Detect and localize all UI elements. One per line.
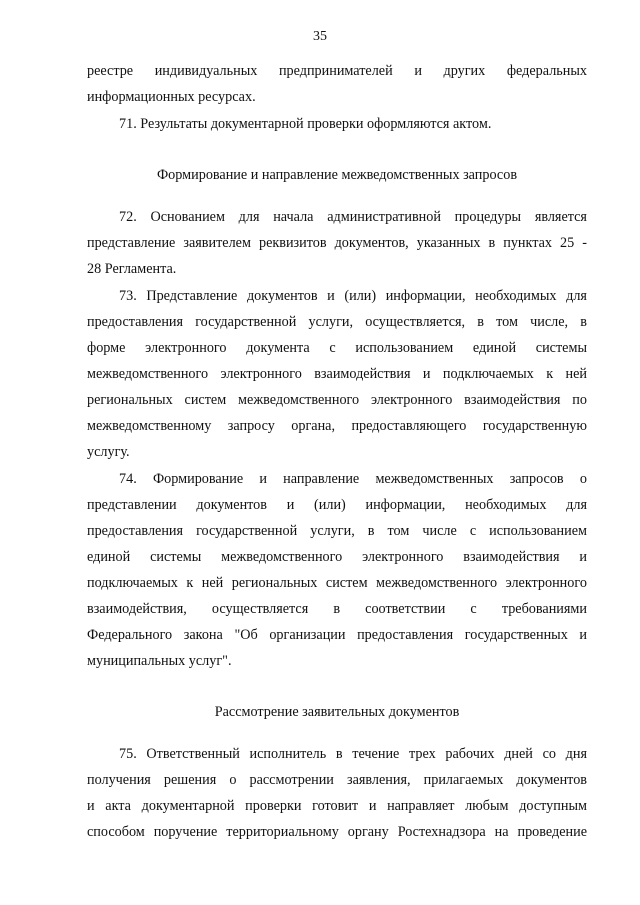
word: в (580, 314, 587, 330)
word: числе, (530, 314, 569, 330)
word: к (186, 575, 194, 591)
word: для (238, 209, 260, 225)
text-line (87, 283, 587, 309)
word: межведомственного (376, 575, 498, 591)
word: акта (105, 798, 131, 814)
text-line (87, 767, 587, 793)
text-line (87, 819, 587, 845)
word: доступным (519, 798, 587, 814)
word: межведомственного (221, 549, 343, 565)
text-line (87, 622, 587, 648)
word: решения (163, 772, 217, 788)
word: ней (201, 575, 224, 591)
word: является (534, 209, 587, 225)
word: единой (472, 340, 517, 356)
text-line (87, 387, 587, 413)
word: представлении (87, 497, 177, 513)
word: необходимых (465, 497, 547, 513)
text-line: Рассмотрение заявительных документов (214, 704, 460, 720)
word: Основанием (150, 209, 225, 225)
word: в (335, 746, 343, 762)
word: межведомственного (87, 366, 209, 382)
word: органу (347, 824, 389, 840)
word: любым (465, 798, 509, 814)
word: 25 (560, 235, 575, 251)
word: осуществляется, (365, 314, 466, 330)
text-line (87, 570, 587, 596)
word: о (229, 772, 237, 788)
word: межведомственного (238, 392, 360, 408)
text-line (87, 544, 587, 570)
text-line (87, 793, 587, 819)
word: направление (283, 471, 360, 487)
word: информации, (385, 288, 466, 304)
word: получения (87, 772, 151, 788)
word: Ростехнадзора (397, 824, 486, 840)
word: в (477, 314, 484, 330)
word: взаимодействия (464, 392, 561, 408)
word: готовит (312, 798, 359, 814)
word: дней (504, 746, 533, 762)
word: Федерального (87, 627, 173, 643)
word: взаимодействия (314, 366, 411, 382)
page-number: 35 (313, 29, 327, 44)
word: способом (87, 824, 145, 840)
word: документа (246, 340, 310, 356)
word: 72. (119, 209, 137, 225)
word: пунктах (503, 235, 552, 251)
word: к (546, 366, 554, 382)
word: процедуры (454, 209, 522, 225)
word: трех (409, 746, 436, 762)
word: электронного (370, 392, 453, 408)
word: государственной (195, 314, 297, 330)
word: том (496, 314, 518, 330)
word: электронного (505, 575, 587, 591)
word: Представление (146, 288, 238, 304)
word: прилагаемых (423, 772, 504, 788)
word: систем (184, 392, 227, 408)
text-line (87, 309, 587, 335)
word: электронного (220, 366, 302, 382)
word: - (582, 235, 587, 251)
word: осуществляется (211, 601, 309, 617)
word: предоставления (87, 523, 184, 539)
word: ней (565, 366, 587, 382)
word: организации (269, 627, 346, 643)
paragraph (87, 111, 587, 137)
word: федеральных (506, 63, 587, 79)
word: государственной (196, 523, 298, 539)
word: услуги, (308, 314, 354, 330)
word: электронного (145, 340, 227, 356)
text-line: 71. Результаты документарной проверки оформляются актом. (119, 116, 492, 132)
word: региональных (87, 392, 173, 408)
word: 74. (119, 471, 137, 487)
word: форме (87, 340, 126, 356)
word: запросов (509, 471, 564, 487)
text-line (87, 413, 587, 439)
word: в (333, 601, 341, 617)
word: рассмотрении (249, 772, 334, 788)
word: Ответственный (146, 746, 240, 762)
paragraph (87, 741, 587, 845)
word: требованиями (501, 601, 587, 617)
word: течение (352, 746, 400, 762)
word: проведение (517, 824, 587, 840)
text-line (87, 741, 587, 767)
word: представление (87, 235, 176, 251)
word: для (566, 497, 587, 513)
word: единой (87, 549, 131, 565)
word: и (414, 63, 422, 79)
text-line: услугу. (87, 444, 130, 460)
word: взаимодействия, (87, 601, 187, 617)
word: с (470, 601, 477, 617)
word: заявления, (346, 772, 411, 788)
word: и (87, 798, 95, 814)
word: документов, (334, 235, 409, 251)
word: электронного (362, 549, 444, 565)
word: запросу (227, 418, 275, 434)
word: систем (325, 575, 368, 591)
word: и (259, 471, 267, 487)
word: документов (196, 497, 267, 513)
word: информации, (365, 497, 446, 513)
word: заявителем (183, 235, 251, 251)
word: "Об (234, 627, 258, 643)
word: на (494, 824, 509, 840)
word: других (443, 63, 486, 79)
word: использованием (355, 340, 454, 356)
text-line (87, 335, 587, 361)
paragraph (87, 204, 587, 282)
word: предоставления (87, 314, 184, 330)
word: проверки (245, 798, 302, 814)
text-line (87, 518, 587, 544)
word: исполнитель (249, 746, 327, 762)
word: государственных (464, 627, 568, 643)
word: индивидуальных (154, 63, 258, 79)
word: и (579, 627, 587, 643)
word: системы (535, 340, 587, 356)
section-heading (87, 162, 587, 188)
paragraph (87, 58, 587, 110)
word: необходимых (475, 288, 557, 304)
text-line (87, 466, 587, 492)
word: с (469, 523, 477, 539)
word: предоставления (357, 627, 454, 643)
word: и (327, 288, 335, 304)
text-line (87, 230, 587, 256)
word: со (542, 746, 556, 762)
word: документов (246, 288, 318, 304)
word: предоставляющего (351, 418, 467, 434)
word: и (579, 549, 587, 565)
word: реестре (87, 63, 134, 79)
word: документарной (141, 798, 235, 814)
text-line (87, 492, 587, 518)
word: (или) (314, 497, 346, 513)
word: и (286, 497, 295, 513)
word: взаимодействия (463, 549, 560, 565)
word: (или) (344, 288, 377, 304)
paragraph (87, 466, 587, 674)
word: закона (183, 627, 223, 643)
word: поручение (153, 824, 218, 840)
word: с (329, 340, 336, 356)
word: подключаемых (442, 366, 534, 382)
word: Формирование (152, 471, 244, 487)
word: административной (327, 209, 441, 225)
word: в (367, 523, 375, 539)
paragraph (87, 283, 587, 465)
word: региональных (231, 575, 318, 591)
word: межведомственному (87, 418, 212, 434)
word: и (368, 798, 377, 814)
word: предпринимателей (278, 63, 393, 79)
word: межведомственных (375, 471, 494, 487)
word: указанных (416, 235, 481, 251)
text-line (87, 361, 587, 387)
text-line: муниципальных услуг". (87, 653, 232, 669)
text-line: 28 Регламента. (87, 261, 177, 277)
text-line (87, 204, 587, 230)
text-line (87, 58, 587, 84)
word: 75. (119, 746, 137, 762)
word: системы (150, 549, 202, 565)
word: услуги, (310, 523, 355, 539)
word: документов (516, 772, 587, 788)
word: государственную (482, 418, 587, 434)
word: использованием (489, 523, 587, 539)
word: и (422, 366, 431, 382)
word: числе (422, 523, 457, 539)
word: дня (565, 746, 587, 762)
word: начала (273, 209, 314, 225)
word: в (488, 235, 496, 251)
text-line: Формирование и направление межведомственных запросов (156, 167, 518, 183)
text-line (87, 596, 587, 622)
word: для (566, 288, 587, 304)
section-heading (87, 699, 587, 725)
word: органа, (291, 418, 336, 434)
word: территориальному (226, 824, 339, 840)
text-line: информационных ресурсах. (87, 89, 256, 105)
word: том (387, 523, 410, 539)
word: направляет (387, 798, 455, 814)
word: рабочих (445, 746, 495, 762)
word: о (579, 471, 587, 487)
word: подключаемых (87, 575, 178, 591)
word: 73. (119, 288, 137, 304)
word: реквизитов (258, 235, 327, 251)
word: соответствии (365, 601, 446, 617)
word: по (572, 392, 587, 408)
